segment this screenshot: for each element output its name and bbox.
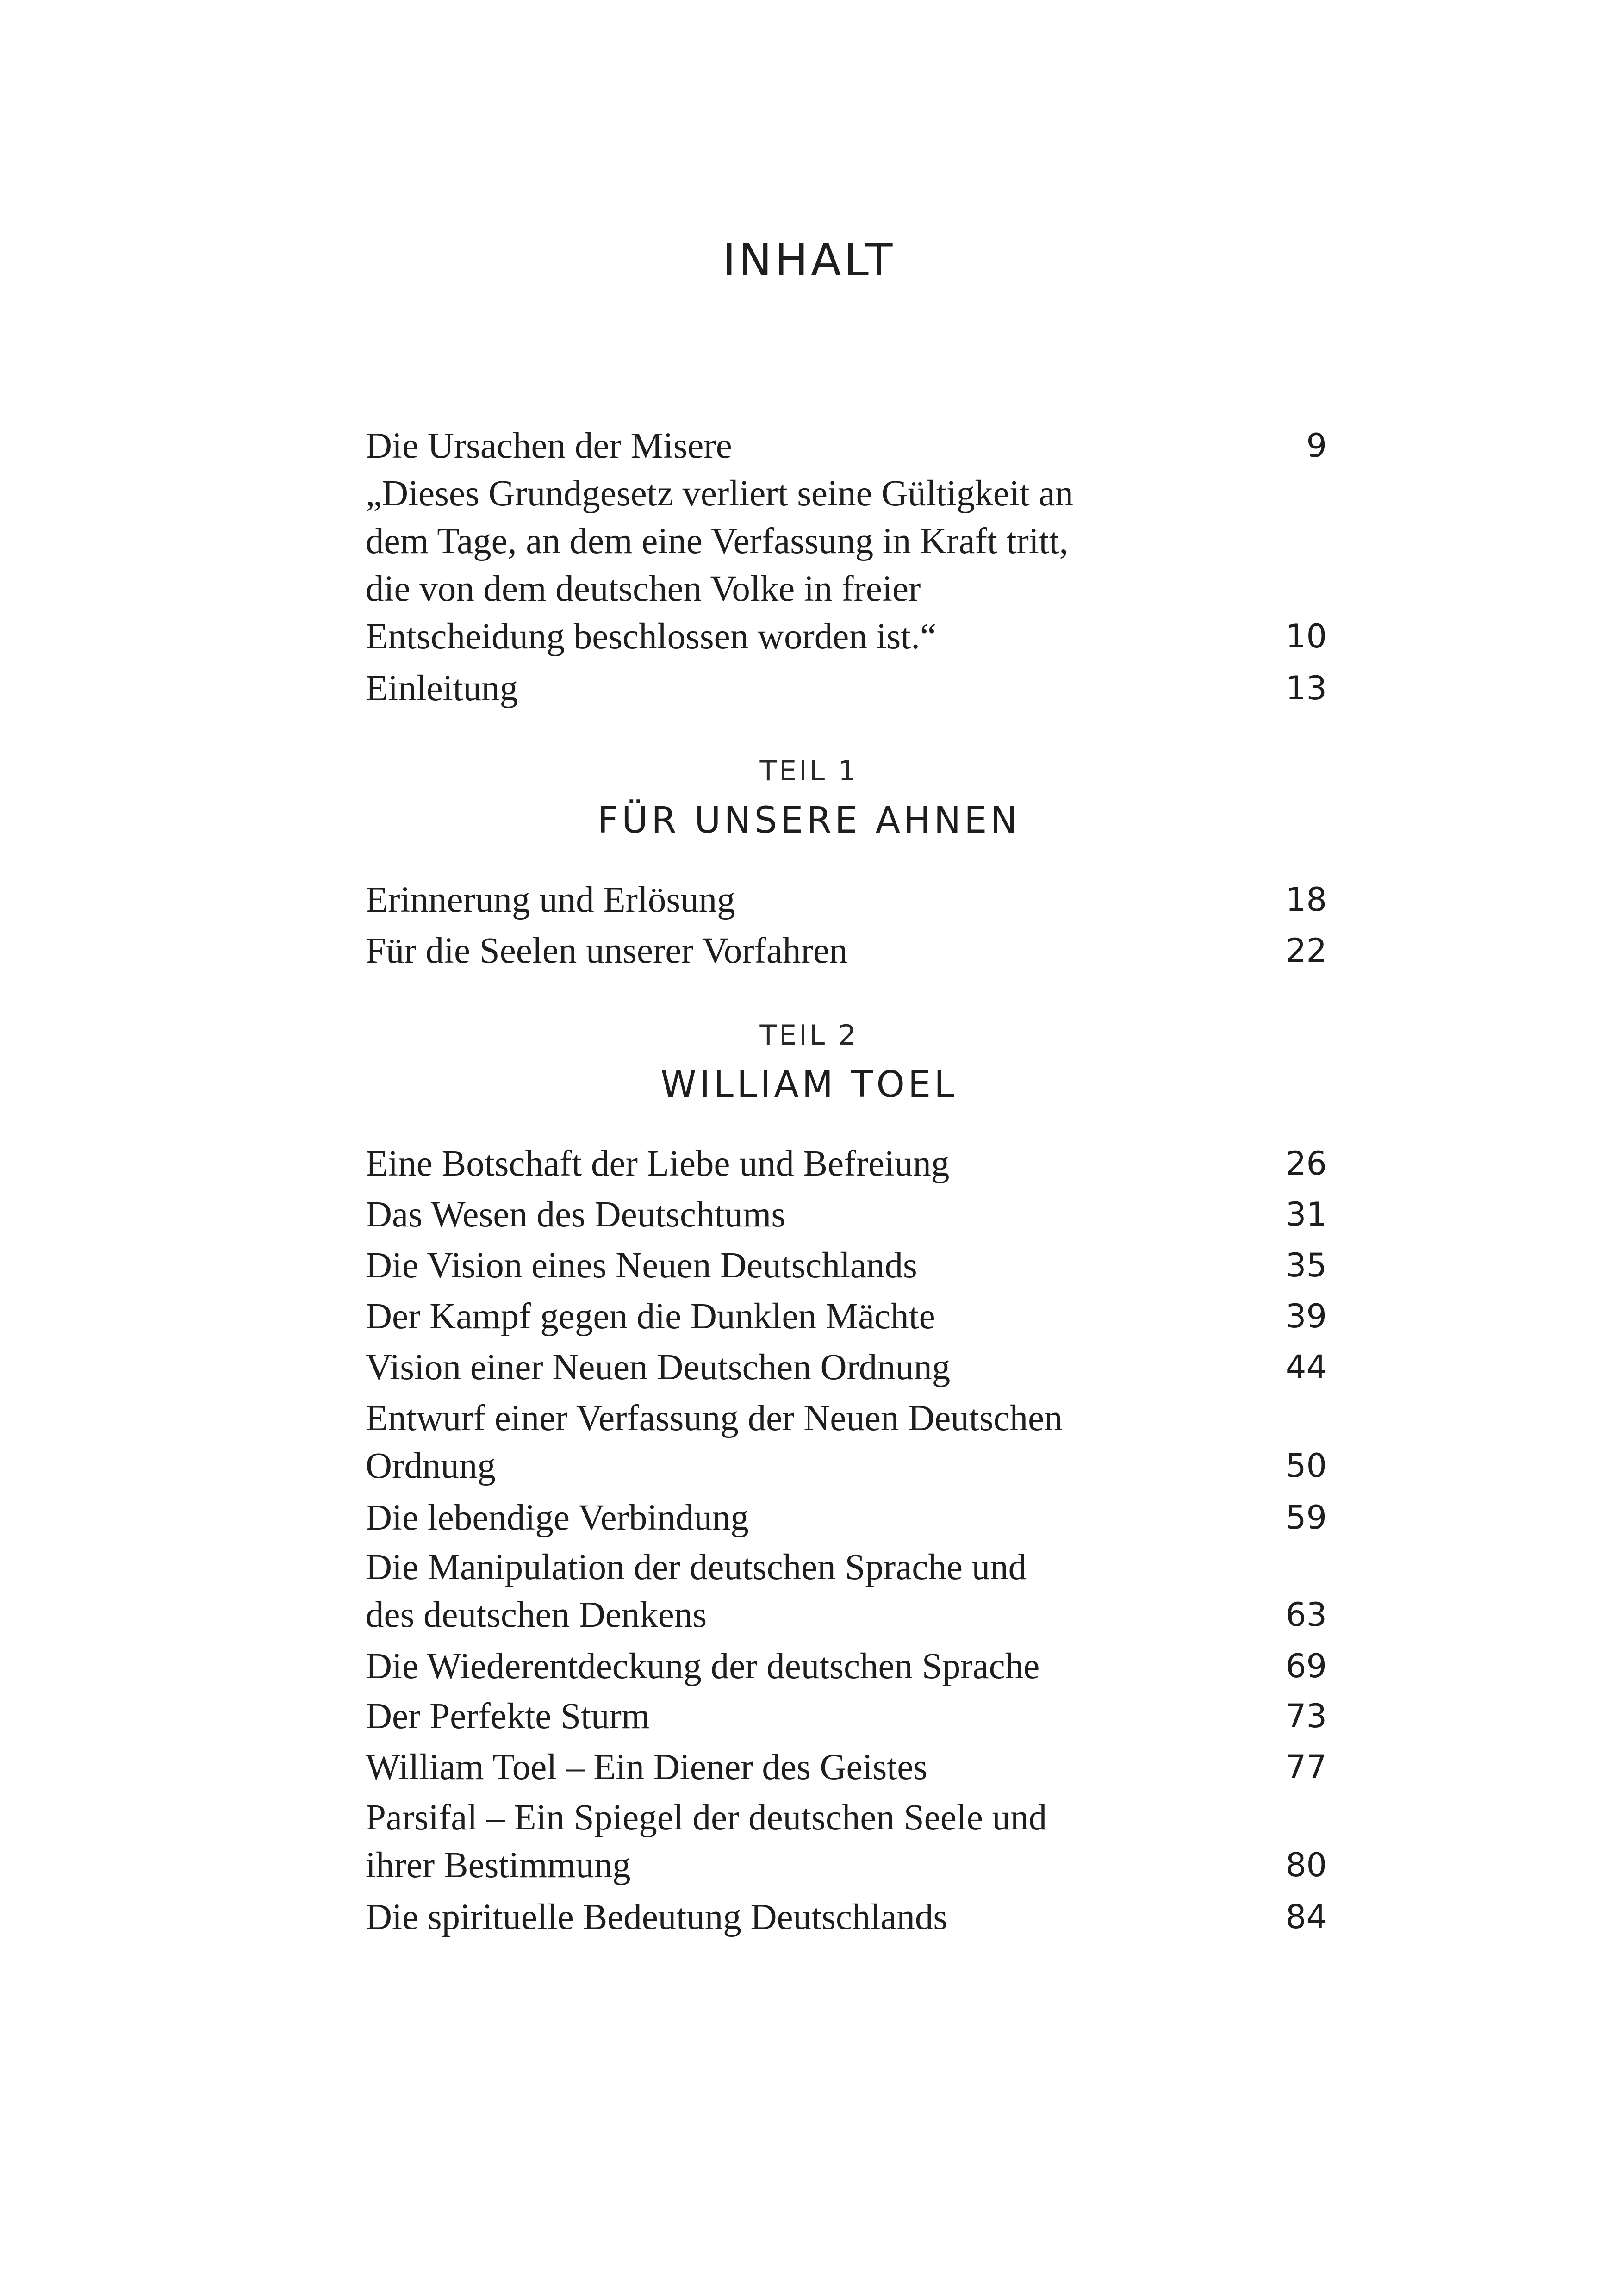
toc-entry-title: Vision einer Neuen Deutschen Ordnung xyxy=(366,1347,951,1388)
toc-entry[interactable] xyxy=(366,1743,1327,1791)
toc-entry[interactable] xyxy=(366,470,1327,660)
toc-entry-page: 35 xyxy=(1285,1246,1327,1284)
toc-entry[interactable] xyxy=(366,1494,1327,1542)
toc-entry-title: Einleitung xyxy=(366,668,518,709)
toc-entry-title: Die spirituelle Bedeutung Deutschlands xyxy=(366,1897,948,1937)
toc-entry-title: Der Perfekte Sturm xyxy=(366,1696,650,1736)
part-title: WILLIAM TOEL xyxy=(660,1064,958,1106)
toc-entry-title: Der Kampf gegen die Dunklen Mächte xyxy=(366,1296,935,1337)
toc-entry-page: 73 xyxy=(1285,1697,1327,1735)
toc-entry-title: Das Wesen des Deutschtums xyxy=(366,1195,786,1235)
toc-entry-page: 44 xyxy=(1285,1348,1327,1386)
toc-entry-page: 59 xyxy=(1285,1499,1327,1537)
toc-entry-title: Die Wiederentdeckung der deutschen Sprache xyxy=(366,1646,1040,1686)
toc-entry-title: Die Manipulation der deutschen Sprache und des deutschen Denkens xyxy=(366,1547,1027,1635)
part-label: TEIL 2 xyxy=(759,1019,859,1052)
toc-entry-page: 26 xyxy=(1285,1145,1327,1182)
toc-entry-page: 18 xyxy=(1285,881,1327,919)
toc-entry[interactable] xyxy=(366,665,1327,712)
toc-entry-page: 9 xyxy=(1306,427,1327,465)
part-title: FÜR UNSERE AHNEN xyxy=(597,800,1021,841)
toc-entry-title: „Dieses Grundgesetz verliert seine Gültigkeit an dem Tage, an dem eine Verfassung in Kraft tritt, die von dem deutschen Volke in freier Entscheidung beschlossen worden ist.“ xyxy=(366,473,1074,657)
toc-entry[interactable] xyxy=(366,1242,1327,1289)
toc-entry[interactable] xyxy=(366,1344,1327,1391)
toc-entry-page: 39 xyxy=(1285,1297,1327,1335)
toc-entry-title: Die lebendige Verbindung xyxy=(366,1498,749,1538)
toc-entry-page: 13 xyxy=(1285,669,1327,707)
toc-entry[interactable] xyxy=(366,1543,1327,1639)
toc-entry-title: Die Vision eines Neuen Deutschlands xyxy=(366,1245,917,1286)
toc-entry-page: 31 xyxy=(1285,1195,1327,1233)
toc-entry[interactable] xyxy=(366,1643,1327,1690)
toc-entry[interactable] xyxy=(366,876,1327,924)
toc-entry[interactable] xyxy=(366,1794,1327,1889)
toc-entry-page: 10 xyxy=(1285,617,1327,655)
toc-entry-page: 80 xyxy=(1285,1846,1327,1884)
toc-entry-title: Die Ursachen der Misere xyxy=(366,426,732,466)
toc-entry-title: Entwurf einer Verfassung der Neuen Deutschen Ordnung xyxy=(366,1398,1063,1486)
toc-entry[interactable] xyxy=(366,1394,1327,1490)
part-label: TEIL 1 xyxy=(759,755,859,787)
toc-entry-title: Erinnerung und Erlösung xyxy=(366,880,735,920)
toc-entry[interactable] xyxy=(366,927,1327,975)
toc-entry-title: Für die Seelen unserer Vorfahren xyxy=(366,931,848,971)
toc-entry-page: 84 xyxy=(1285,1898,1327,1936)
toc-entry-page: 77 xyxy=(1285,1748,1327,1786)
toc-entry[interactable] xyxy=(366,1191,1327,1238)
toc-entry[interactable] xyxy=(366,1140,1327,1188)
toc-entry-title: Parsifal – Ein Spiegel der deutschen Seele und ihrer Bestimmung xyxy=(366,1798,1047,1885)
toc-entry-page: 63 xyxy=(1285,1596,1327,1634)
toc-entry-title: Eine Botschaft der Liebe und Befreiung xyxy=(366,1144,950,1184)
toc-entry[interactable] xyxy=(366,1692,1327,1740)
toc-entry[interactable] xyxy=(366,1293,1327,1340)
toc-entry-title: William Toel – Ein Diener des Geistes xyxy=(366,1747,928,1787)
toc-entry-page: 69 xyxy=(1285,1647,1327,1685)
toc-entry[interactable] xyxy=(366,422,1327,470)
toc-entry[interactable] xyxy=(366,1893,1327,1941)
toc-entry-page: 50 xyxy=(1285,1447,1327,1485)
toc-entry-page: 22 xyxy=(1285,932,1327,970)
page-title: INHALT xyxy=(722,234,896,286)
